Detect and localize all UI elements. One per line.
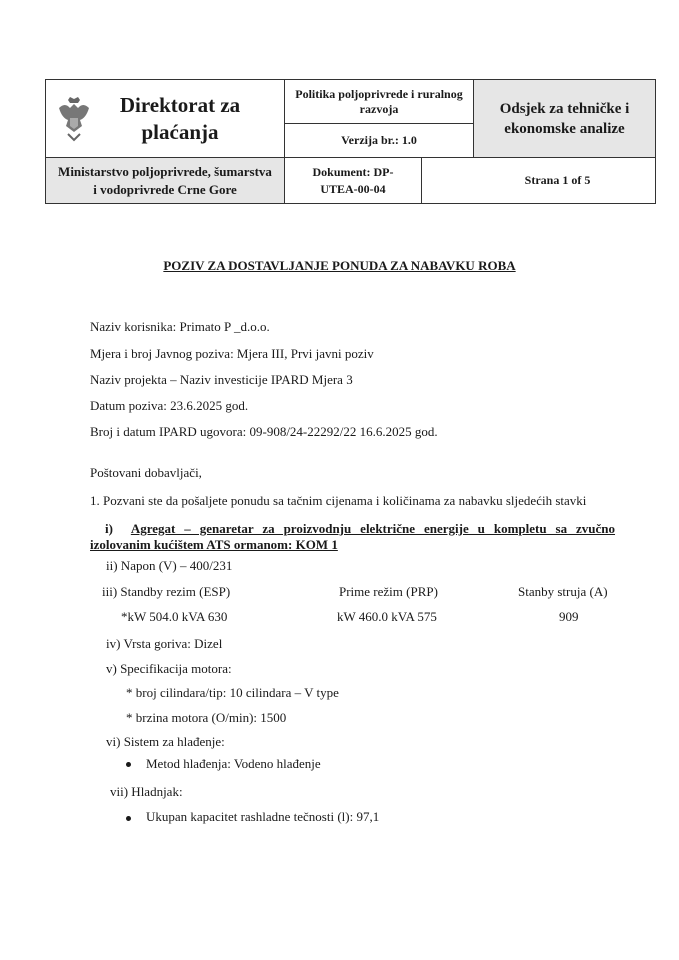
document-header <box>45 79 655 207</box>
institution-cell <box>46 80 285 158</box>
department-cell: Odsjek za tehničke i ekonomske analize <box>474 80 656 158</box>
bullet-icon <box>126 816 131 821</box>
voltage-line: ii) Napon (V) – 400/231 <box>106 558 233 573</box>
contract-line: Broj i datum IPARD ugovora: 09-908/24-22292/22 16.6.2025 god. <box>90 424 438 439</box>
coolant-capacity-line: Ukupan kapacitet rashladne tečnosti (l): 97,1 <box>146 809 380 824</box>
prime-value: kW 460.0 kVA 575 <box>337 609 437 624</box>
ministry-cell: Ministarstvo poljoprivrede, šumarstva i vodoprivrede Crne Gore <box>46 158 285 204</box>
date-line: Datum poziva: 23.6.2025 god. <box>90 398 249 413</box>
cylinders-line: * broj cilindara/tip: 10 cilindara – V type <box>126 685 339 700</box>
item-title-text: Agregat – genaretar za proizvodnju električne energije u kompletu sa zvučno <box>130 521 616 536</box>
prime-label: Prime režim (PRP) <box>339 584 438 599</box>
beneficiary-line: Naziv korisnika: Primato P _d.o.o. <box>90 319 270 334</box>
policy-cell: Politika poljoprivrede i ruralnog razvoja <box>285 80 474 124</box>
radiator-label: vii) Hladnjak: <box>110 784 183 799</box>
item-title-line1 <box>105 521 615 537</box>
current-value: 909 <box>559 609 579 624</box>
item-title-line2: izolovanim kućištem ATS ormanom: KOM 1 <box>90 537 338 552</box>
montenegro-coat-of-arms-icon <box>56 96 92 142</box>
fuel-line: iv) Vrsta goriva: Dizel <box>106 636 223 651</box>
engine-label: v) Specifikacija motora: <box>106 661 232 676</box>
cooling-label: vi) Sistem za hlađenje: <box>106 734 225 749</box>
project-line: Naziv projekta – Naziv investicije IPARD Mjera 3 <box>90 372 353 387</box>
page-title: POZIV ZA DOSTAVLJANJE PONUDA ZA NABAVKU ROBA <box>163 258 516 273</box>
item-marker: i) <box>105 521 113 536</box>
greeting: Poštovani dobavljači, <box>90 465 202 480</box>
bullet-icon <box>126 762 131 767</box>
page-cell <box>422 158 656 204</box>
version-cell: Verzija br.: 1.0 <box>285 124 474 158</box>
current-label: Stanby struja (A) <box>518 584 608 599</box>
engine-speed-line: * brzina motora (O/min): 1500 <box>126 710 287 725</box>
cooling-method-line: Metod hlađenja: Vodeno hlađenje <box>146 756 321 771</box>
institution-name: Direktorat za plaćanja <box>119 92 241 144</box>
standby-value: *kW 504.0 kVA 630 <box>121 609 228 624</box>
intro-paragraph: 1. Pozvani ste da pošaljete ponudu sa tačnim cijenama i količinama za nabavku sljedećih stavki <box>90 493 587 508</box>
page-number: Strana 1 of 5 <box>524 173 591 187</box>
document-code-cell <box>285 158 422 204</box>
standby-label: iii) Standby rezim (ESP) <box>102 584 231 599</box>
document-code: Dokument: DP-UTEA-00-04 <box>312 164 394 196</box>
measure-line: Mjera i broj Javnog poziva: Mjera III, Prvi javni poziv <box>90 346 374 361</box>
